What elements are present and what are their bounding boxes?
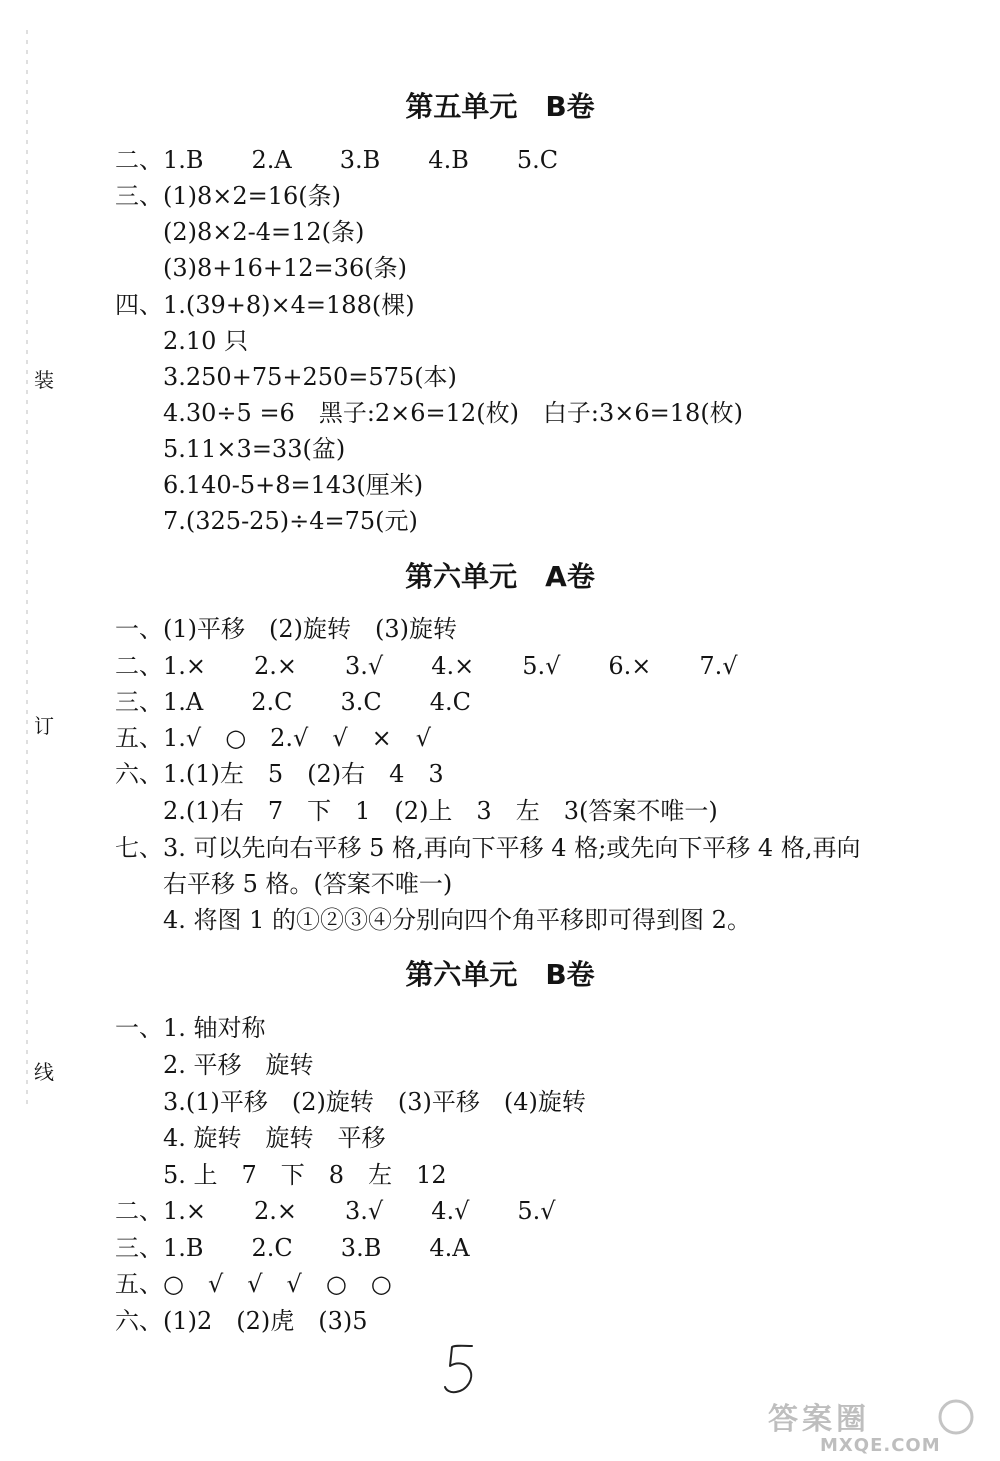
- section-title: 第五单元 B卷: [405, 90, 595, 123]
- answer-line: 二、1.B 2.A 3.B 4.B 5.C: [115, 146, 559, 174]
- margin-mark-ding: 订: [34, 714, 54, 738]
- binding-line: [26, 30, 28, 1110]
- answer-line: 4. 旋转 旋转 平移: [115, 1124, 386, 1152]
- margin-mark-xian: 线: [34, 1060, 54, 1084]
- answer-line: 7.(325-25)÷4=75(元): [115, 507, 418, 535]
- svg-text:答案圈: 答案圈: [768, 1402, 870, 1437]
- answer-line: 二、1.× 2.× 3.√ 4.× 5.√ 6.× 7.√: [115, 652, 738, 680]
- answer-line: 2.(1)右 7 下 1 (2)上 3 左 3(答案不唯一): [115, 797, 718, 825]
- answer-line: 一、1. 轴对称: [115, 1014, 266, 1042]
- answer-line: 七、3. 可以先向右平移 5 格,再向下平移 4 格;或先向下平移 4 格,再向: [115, 834, 861, 862]
- answer-line: 6.140-5+8=143(厘米): [115, 471, 424, 499]
- answer-line: 六、(1)2 (2)虎 (3)5: [115, 1307, 368, 1335]
- answer-line: 二、1.× 2.× 3.√ 4.√ 5.√: [115, 1197, 556, 1225]
- answer-line: 2. 平移 旋转: [115, 1051, 314, 1079]
- handwritten-page-number: [442, 1340, 482, 1400]
- answer-line: 三、(1)8×2=16(条): [115, 182, 342, 210]
- answer-line: (3)8+16+12=36(条): [115, 254, 407, 282]
- answer-line: 3.250+75+250=575(本): [115, 363, 457, 391]
- answer-line: 六、1.(1)左 5 (2)右 4 3: [115, 760, 444, 788]
- answer-line: 五、1.√ ○ 2.√ √ × √: [115, 724, 432, 752]
- answer-line: 五、○ √ √ √ ○ ○: [115, 1270, 392, 1298]
- watermark-logo: [760, 1395, 990, 1455]
- answer-line: 一、(1)平移 (2)旋转 (3)旋转: [115, 615, 457, 643]
- answer-line: 5.11×3=33(盆): [115, 435, 346, 463]
- answer-line: 四、1.(39+8)×4=188(棵): [115, 291, 415, 319]
- answer-line: (2)8×2-4=12(条): [115, 218, 365, 246]
- answer-line: 三、1.B 2.C 3.B 4.A: [115, 1234, 470, 1262]
- answer-line: 3.(1)平移 (2)旋转 (3)平移 (4)旋转: [115, 1088, 586, 1116]
- answer-line: 三、1.A 2.C 3.C 4.C: [115, 688, 472, 716]
- answer-line: 4.30÷5 =6 黑子:2×6=12(枚) 白子:3×6=18(枚): [115, 399, 744, 427]
- margin-mark-zhuang: 装: [34, 368, 54, 392]
- answer-line: 5. 上 7 下 8 左 12: [115, 1161, 447, 1189]
- answer-line: 右平移 5 格。(答案不唯一): [115, 870, 453, 898]
- answer-line: 4. 将图 1 的①②③④分别向四个角平移即可得到图 2。: [115, 906, 751, 934]
- section-title: 第六单元 A卷: [405, 560, 595, 593]
- section-title: 第六单元 B卷: [405, 958, 595, 991]
- answer-line: 2.10 只: [115, 327, 249, 355]
- svg-text:MXQE.COM: MXQE.COM: [820, 1435, 941, 1455]
